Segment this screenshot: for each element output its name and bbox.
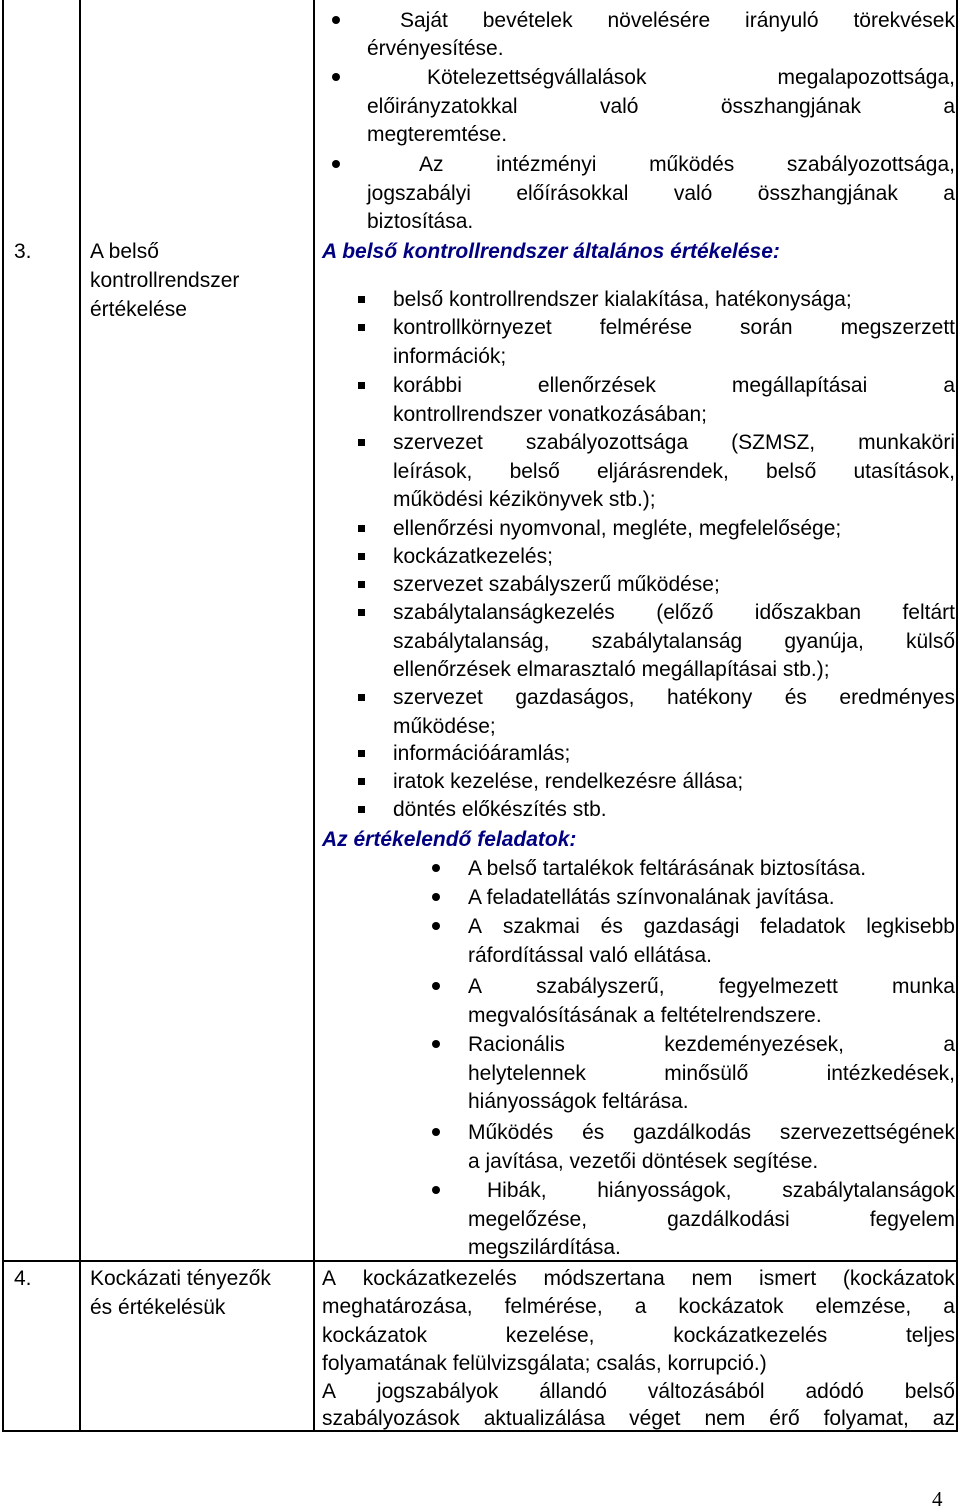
bullet-line bbox=[367, 183, 955, 204]
word: szabálytalanság bbox=[591, 630, 743, 653]
table-row-separator bbox=[2, 1260, 958, 1262]
task-line bbox=[468, 1063, 955, 1084]
task-line: A feladatellátás színvonalának javítása. bbox=[468, 886, 835, 909]
list-line: szervezet szabályszerű működése; bbox=[393, 573, 720, 596]
task-line bbox=[468, 1034, 955, 1055]
word: kockázatkezelés bbox=[673, 1324, 828, 1347]
word: a bbox=[943, 374, 955, 397]
word: eljárásrendek, bbox=[596, 460, 729, 483]
word: során bbox=[740, 316, 793, 339]
bullet-dot bbox=[332, 73, 340, 81]
word: folyamat, bbox=[823, 1407, 909, 1430]
table-divider-number bbox=[79, 0, 81, 1432]
word: gazdasági bbox=[643, 915, 740, 938]
word: A bbox=[322, 1380, 337, 1403]
page-number: 4 bbox=[932, 1487, 943, 1511]
list-line: kockázatkezelés; bbox=[393, 545, 553, 568]
word: való bbox=[673, 182, 713, 205]
risk-text-line bbox=[322, 1296, 955, 1317]
word: belső bbox=[509, 460, 560, 483]
task-line: megszilárdítása. bbox=[468, 1236, 621, 1259]
square-bullet bbox=[358, 525, 365, 532]
list-line bbox=[393, 432, 955, 453]
word: érő bbox=[769, 1407, 800, 1430]
word: felmérése, bbox=[504, 1295, 603, 1318]
word: feltárt bbox=[902, 601, 955, 624]
word: utasítások, bbox=[853, 460, 955, 483]
row-label-line: és értékelésük bbox=[90, 1296, 226, 1319]
word: eredményes bbox=[839, 686, 955, 709]
list-line: ellenőrzési nyomvonal, megléte, megfelelősége; bbox=[393, 517, 842, 540]
bullet-dot bbox=[432, 864, 440, 872]
square-bullet bbox=[358, 324, 365, 331]
square-bullet bbox=[358, 382, 365, 389]
word: véget bbox=[629, 1407, 681, 1430]
word: A bbox=[468, 915, 483, 938]
word: szervezet bbox=[393, 686, 483, 709]
word: külső bbox=[905, 630, 955, 653]
word: Működés bbox=[468, 1121, 554, 1144]
word: szabályozottsága, bbox=[786, 153, 955, 176]
task-line: A belső tartalékok feltárásának biztosítása. bbox=[468, 857, 867, 880]
word: gazdaságos, bbox=[515, 686, 635, 709]
bullet-line: megteremtése. bbox=[367, 123, 508, 146]
word: szakmai bbox=[502, 915, 580, 938]
word: nem bbox=[704, 1407, 746, 1430]
word: megállapításai bbox=[731, 374, 868, 397]
bullet-dot bbox=[332, 16, 340, 24]
word: gazdálkodási bbox=[667, 1208, 790, 1231]
word: korábbi bbox=[393, 374, 462, 397]
list-line bbox=[393, 461, 955, 482]
word: irányuló bbox=[745, 9, 819, 32]
word: törekvések bbox=[853, 9, 955, 32]
section-heading: A belső kontrollrendszer általános értékelése: bbox=[322, 240, 780, 263]
list-line bbox=[393, 631, 955, 652]
word: ismert bbox=[759, 1267, 817, 1290]
word: belső bbox=[766, 460, 817, 483]
task-line bbox=[468, 916, 955, 937]
word: módszertana bbox=[543, 1267, 665, 1290]
task-line: hiányosságok feltárása. bbox=[468, 1090, 689, 1113]
word: a bbox=[634, 1295, 647, 1318]
word: fegyelmezett bbox=[718, 975, 838, 998]
word: gyanúja, bbox=[784, 630, 864, 653]
square-bullet bbox=[358, 296, 365, 303]
table-left-border bbox=[2, 0, 4, 1432]
word: kontrollkörnyezet bbox=[393, 316, 552, 339]
word: megalapozottsága, bbox=[777, 66, 955, 89]
word: Hibák, bbox=[487, 1179, 547, 1202]
list-line: kontrollrendszer vonatkozásában; bbox=[393, 403, 708, 426]
row-number: 3. bbox=[14, 240, 32, 263]
list-line: információáramlás; bbox=[393, 742, 571, 765]
word: a bbox=[943, 1295, 955, 1318]
word: intézményi bbox=[496, 153, 597, 176]
table-right-border bbox=[956, 0, 958, 1432]
row-label-line: A belső bbox=[90, 240, 159, 263]
word: adódó bbox=[805, 1380, 864, 1403]
list-line bbox=[393, 602, 955, 623]
list-line bbox=[393, 375, 955, 396]
list-line: ellenőrzések elmarasztaló megállapításai stb.); bbox=[393, 658, 830, 681]
list-line: iratok kezelése, rendelkezésre állása; bbox=[393, 770, 744, 793]
word: teljes bbox=[905, 1324, 955, 1347]
task-line: megvalósításának a feltételrendszere. bbox=[468, 1004, 822, 1027]
word: minősülő bbox=[664, 1062, 749, 1085]
word: összhangjának bbox=[720, 95, 861, 118]
word: megszerzett bbox=[840, 316, 955, 339]
word: feladatok bbox=[760, 915, 846, 938]
word: a bbox=[943, 1033, 955, 1056]
word: A bbox=[468, 975, 483, 998]
word: jogszabályi bbox=[367, 182, 471, 205]
word: meghatározása, bbox=[322, 1295, 473, 1318]
square-bullet bbox=[358, 609, 365, 616]
word: fegyelem bbox=[869, 1208, 955, 1231]
word: gazdálkodás bbox=[633, 1121, 752, 1144]
risk-text-line bbox=[322, 1381, 955, 1402]
word: felmérése bbox=[599, 316, 692, 339]
risk-text-line bbox=[322, 1268, 955, 1289]
word: aktualizálása bbox=[483, 1407, 606, 1430]
bullet-line bbox=[400, 10, 955, 31]
word: állandó bbox=[539, 1380, 607, 1403]
word: (előző bbox=[656, 601, 714, 624]
word: és bbox=[600, 915, 623, 938]
word: legkisebb bbox=[866, 915, 955, 938]
word: Kötelezettségvállalások bbox=[427, 66, 647, 89]
word: elemzése, bbox=[815, 1295, 912, 1318]
word: kezdeményezések, bbox=[664, 1033, 844, 1056]
risk-text-line bbox=[322, 1408, 955, 1429]
word: A bbox=[322, 1267, 337, 1290]
task-line bbox=[468, 976, 955, 997]
bullet-line bbox=[427, 67, 955, 88]
bullet-dot bbox=[432, 922, 440, 930]
word: intézkedések, bbox=[826, 1062, 955, 1085]
word: belső bbox=[904, 1380, 955, 1403]
word: való bbox=[599, 95, 639, 118]
word: kockázatok bbox=[678, 1295, 784, 1318]
bullet-line: biztosítása. bbox=[367, 210, 474, 233]
word: a bbox=[943, 95, 955, 118]
word: jogszabályok bbox=[376, 1380, 499, 1403]
word: szervezettségének bbox=[779, 1121, 955, 1144]
bullet-dot bbox=[432, 1040, 440, 1048]
bullet-dot bbox=[432, 1128, 440, 1136]
square-bullet bbox=[358, 750, 365, 757]
row-number: 4. bbox=[14, 1267, 32, 1290]
square-bullet bbox=[358, 778, 365, 785]
risk-text-line: folyamatának felülvizsgálata; csalás, korrupció.) bbox=[322, 1352, 767, 1375]
bullet-dot bbox=[432, 982, 440, 990]
word: szervezet bbox=[393, 431, 483, 454]
risk-text-line bbox=[322, 1325, 955, 1346]
word: az bbox=[932, 1407, 955, 1430]
word: szabályozások bbox=[322, 1407, 460, 1430]
word: Saját bbox=[400, 9, 448, 32]
word: működés bbox=[649, 153, 735, 176]
word: szabályozottsága bbox=[525, 431, 689, 454]
task-line bbox=[468, 1209, 955, 1230]
bullet-dot bbox=[432, 1186, 440, 1194]
word: a bbox=[943, 182, 955, 205]
word: szabálytalanságok bbox=[782, 1179, 955, 1202]
square-bullet bbox=[358, 553, 365, 560]
word: nem bbox=[691, 1267, 733, 1290]
square-bullet bbox=[358, 581, 365, 588]
word: (kockázatok bbox=[842, 1267, 955, 1290]
word: bevételek bbox=[482, 9, 573, 32]
word: és bbox=[582, 1121, 605, 1144]
word: hatékony bbox=[666, 686, 753, 709]
word: szabálytalanságkezelés bbox=[393, 601, 615, 624]
section-heading: Az értékelendő feladatok: bbox=[322, 828, 577, 851]
list-line: információk; bbox=[393, 345, 507, 368]
word: időszakban bbox=[754, 601, 862, 624]
word: változásából bbox=[647, 1380, 765, 1403]
word: növelésére bbox=[607, 9, 711, 32]
row-label-line: értékelése bbox=[90, 298, 187, 321]
row-label-line: Kockázati tényezők bbox=[90, 1267, 271, 1290]
task-line: a javítása, vezetői döntések segítése. bbox=[468, 1150, 819, 1173]
word: kockázatok bbox=[322, 1324, 428, 1347]
word: összhangjának bbox=[757, 182, 898, 205]
square-bullet bbox=[358, 806, 365, 813]
bullet-line: érvényesítése. bbox=[367, 37, 504, 60]
task-line: ráfordítással való ellátása. bbox=[468, 944, 712, 967]
table-divider-label bbox=[313, 0, 315, 1432]
word: előirányzatokkal bbox=[367, 95, 518, 118]
list-line: működése; bbox=[393, 715, 496, 738]
word: szabálytalanság, bbox=[393, 630, 550, 653]
row-label-line: kontrollrendszer bbox=[90, 269, 240, 292]
table-bottom-border bbox=[2, 1430, 958, 1432]
square-bullet bbox=[358, 694, 365, 701]
list-line: belső kontrollrendszer kialakítása, hatékonysága; bbox=[393, 288, 852, 311]
list-line: döntés előkészítés stb. bbox=[393, 798, 607, 821]
word: szabályszerű, bbox=[536, 975, 665, 998]
word: (SZMSZ, bbox=[731, 431, 816, 454]
word: leírások, bbox=[393, 460, 473, 483]
bullet-line bbox=[367, 96, 955, 117]
word: munkaköri bbox=[858, 431, 955, 454]
word: megelőzése, bbox=[468, 1208, 588, 1231]
list-line bbox=[393, 317, 955, 338]
word: kockázatkezelés bbox=[362, 1267, 517, 1290]
list-line bbox=[393, 687, 955, 708]
word: kezelése, bbox=[505, 1324, 595, 1347]
word: helytelennek bbox=[468, 1062, 586, 1085]
word: ellenőrzések bbox=[537, 374, 656, 397]
word: Racionális bbox=[468, 1033, 565, 1056]
word: és bbox=[784, 686, 807, 709]
task-line bbox=[468, 1122, 955, 1143]
word: munka bbox=[891, 975, 955, 998]
bullet-dot bbox=[432, 893, 440, 901]
task-line bbox=[487, 1180, 955, 1201]
bullet-dot bbox=[332, 160, 340, 168]
word: előírásokkal bbox=[516, 182, 629, 205]
word: Az bbox=[419, 153, 444, 176]
word: hiányosságok, bbox=[597, 1179, 732, 1202]
bullet-line bbox=[419, 154, 955, 175]
list-line: működési kézikönyvek stb.); bbox=[393, 488, 656, 511]
square-bullet bbox=[358, 439, 365, 446]
